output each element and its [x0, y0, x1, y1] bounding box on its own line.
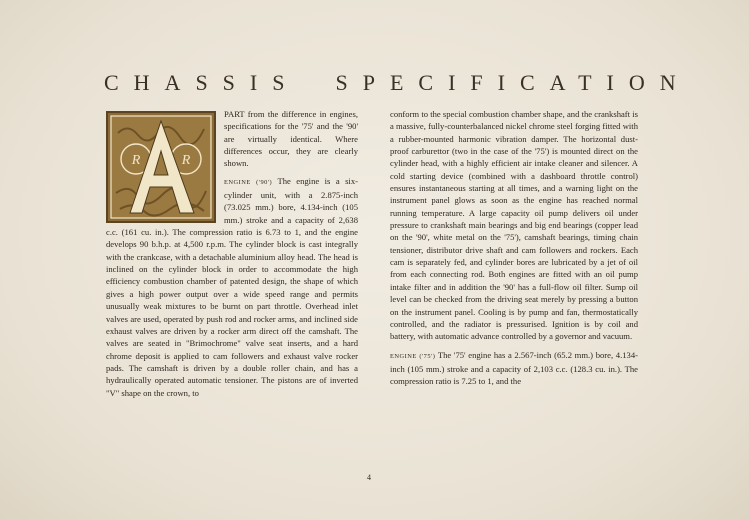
intro-paragraph: PART from the difference in engines, specifications for the '75' and the '90' are virtually identical. Where differences occur, they are clearly shown.	[224, 109, 358, 169]
engine-75-heading: ENGINE ('75')	[390, 352, 436, 360]
svg-text:R: R	[131, 153, 141, 168]
page-number: 4	[367, 473, 371, 482]
engine-75-text: The '75' engine has a 2.567-inch (65.2 mm.) bore, 4.134-inch (105 mm.) stroke and a capacity of 2,103 c.c. (128.3 cu. in.). The compression ratio is 7.25 to 1, and the	[390, 349, 638, 387]
page-title	[104, 70, 691, 96]
title-word-specification: SPECIFICATION	[335, 70, 691, 95]
svg-text:R: R	[181, 153, 191, 168]
drop-cap-art	[108, 113, 214, 221]
right-column	[390, 108, 638, 388]
engine-90-text: The engine is a six-cylinder unit, with a 2.875-inch (73.025 mm.) bore, 4.134-inch (105 mm.) stroke and a capacity of 2,638 c.c. (161 cu. in.). The compression ratio is 6.73 to 1, and the engine develops 90 b.h.p. at 4,500 r.p.m. The cylinder block is cast integrally with the crankcase, with a detachable aluminium alloy head. The head is inclined on the cylinder block in order to accommodate the high efficiency combustion chamber of patented design, the shape of which gives a high power output over a wide speed range and permits unusually weak mixtures to be burnt on part throttle. Overhead inlet valves are used, operated by push rod and rocker arms, and inclined side exhaust valves are driven by a rocker arm direct off the camshaft. The valves are seated in "Brimochrome" valve seat inserts, and a hard chrome deposit is applied to cam followers and exhaust valve rocker pads. The camshaft is driven by a double roller chain, and has a hydraulically operated automatic tensioner. The pistons are of inverted "V" shape on the crown, to	[106, 175, 358, 398]
title-word-chassis: CHASSIS	[104, 70, 300, 95]
engine-90-heading: ENGINE ('90')	[224, 178, 273, 186]
left-column	[106, 108, 358, 399]
engine-details-paragraph: conform to the special combustion chamber shape, and the crankshaft is a massive, fully-counterbalanced nickel chrome steel forging fitted with a rubber-mounted harmonic vibration damper. The horizontal dust-proof carburettor (two in the case of the '75') is mounted direct on the cylinder head, with a highly efficient air intake cleaner and silencer. A cold starting device (combined with a dashboard throttle control) ensures instantaneous starting at all times, and a warning light on the instrument panel glows as soon as the engine has reached normal running temperature. A large capacity oil pump delivers oil under pressure to crankshaft main bearings and big end bearings (copper lead on the '90', white metal on the '75'), camshaft bearings, timing chain tensioner, distributor drive shaft and cam followers and rockers. Each cam is separately fed, and cylinder bores are lubricated by a jet of oil from each connecting rod. Both engines are fitted with an oil pump intake filter and in addition the '90' has a full-flow oil filter. Sump oil level can be checked from the driving seat merely by pressing a button on the instrument panel. Cooling is by pump and fan, thermostatically controlled, and the radiator is pressurised. Ignition is by coil and battery, with automatic advance controlled by a governor and vacuum.	[390, 109, 638, 342]
engine-75-paragraph	[390, 349, 638, 388]
drop-cap-a-illustration	[106, 111, 216, 223]
